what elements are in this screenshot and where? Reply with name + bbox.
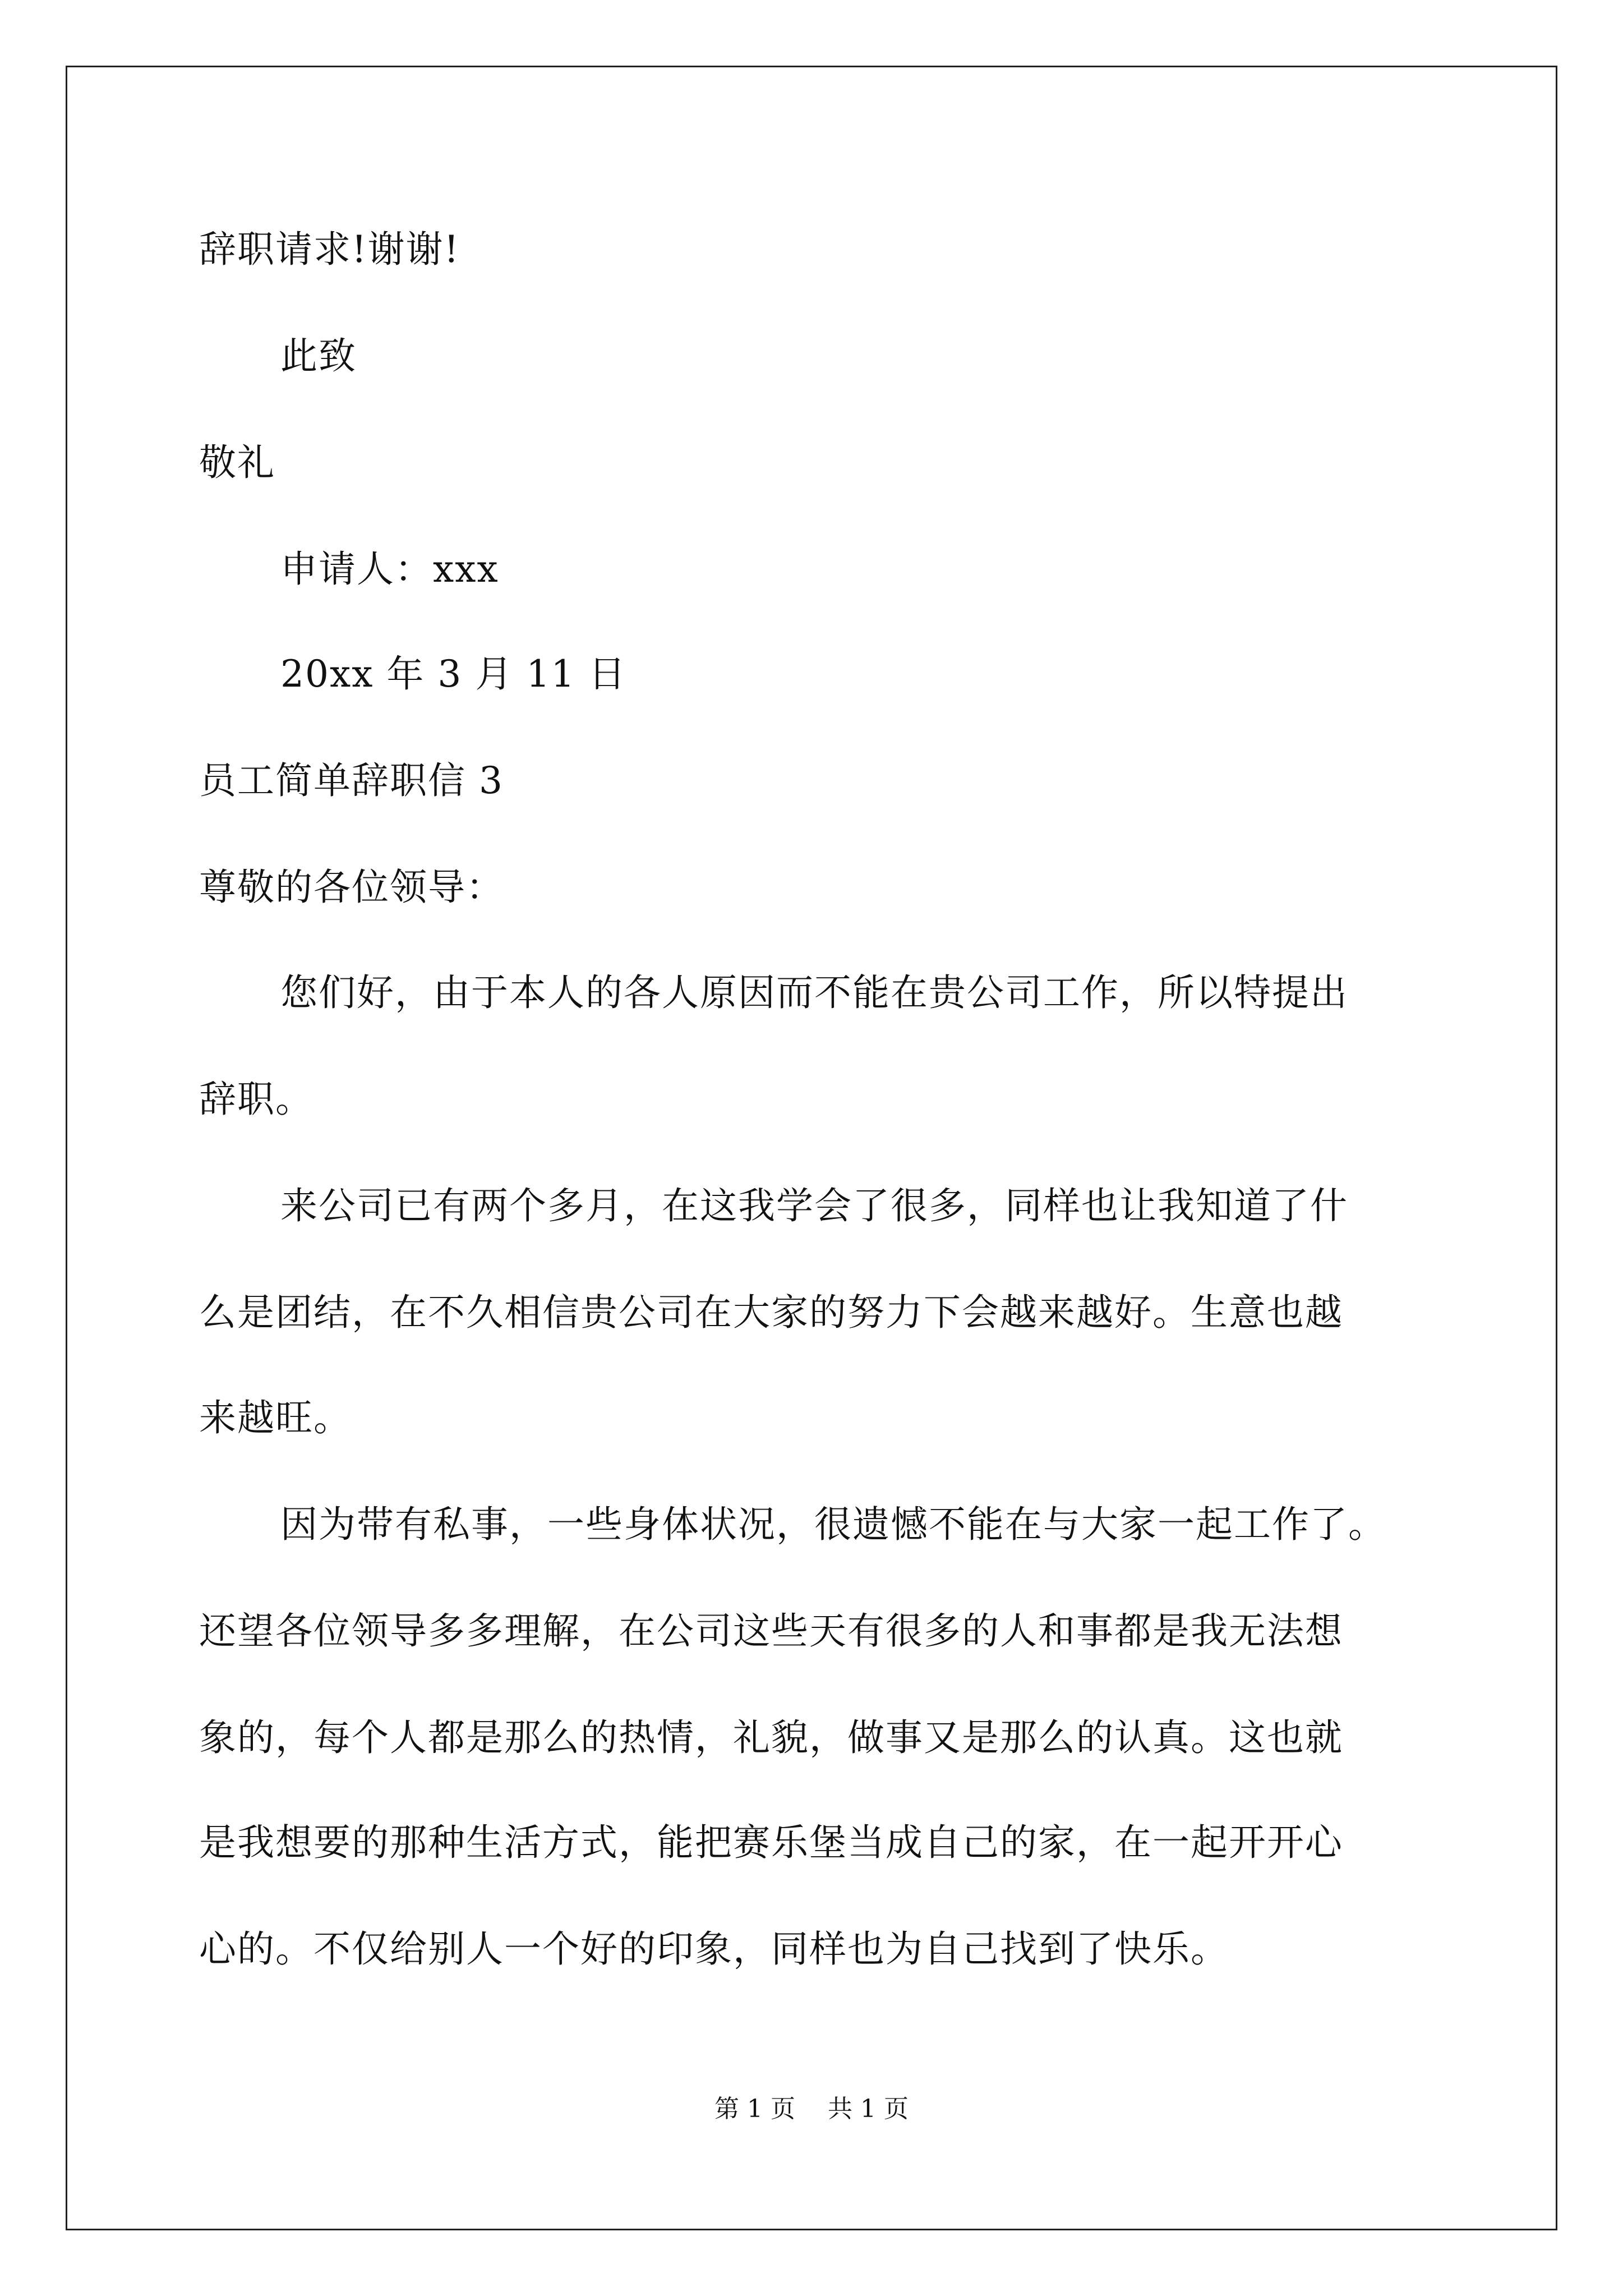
text-line-indented: 此致: [280, 334, 357, 378]
paragraph-line: 因为带有私事，一些身体状况，很遗憾不能在与大家一起工作了。: [280, 1503, 1386, 1546]
text-line-indented: 20xx 年 3 月 11 日: [280, 652, 627, 696]
paragraph-line: 是我想要的那种生活方式，能把赛乐堡当成自己的家，在一起开开心: [199, 1821, 1343, 1864]
paragraph-line: 还望各位领导多多理解，在公司这些天有很多的人和事都是我无法想: [199, 1609, 1343, 1653]
paragraph-line: 象的，每个人都是那么的热情，礼貌，做事又是那么的认真。这也就: [199, 1716, 1343, 1759]
paragraph-line: 心的。不仅给别人一个好的印象，同样也为自己找到了快乐。: [199, 1927, 1229, 1971]
text-line: 敬礼: [199, 441, 275, 484]
paragraph-line: 么是团结，在不久相信贵公司在大家的努力下会越来越好。生意也越: [199, 1291, 1343, 1334]
page-footer: [0, 2092, 1623, 2126]
page-total: 共 1 页: [828, 2095, 909, 2123]
paragraph-line: 您们好，由于本人的各人原因而不能在贵公司工作，所以特提出: [280, 971, 1348, 1014]
paragraph-line: 来公司已有两个多月，在这我学会了很多，同样也让我知道了什: [280, 1184, 1348, 1227]
page-number: 第 1 页: [714, 2095, 795, 2123]
text-line: 辞职请求!谢谢!: [199, 228, 460, 271]
text-line-indented: 申请人：xxx: [280, 547, 499, 591]
section-title: 员工简单辞职信 3: [199, 759, 504, 802]
paragraph-line: 辞职。: [199, 1078, 313, 1121]
salutation: 尊敬的各位领导：: [199, 866, 504, 909]
page-border: [66, 66, 1557, 2230]
paragraph-line: 来越旺。: [199, 1396, 352, 1439]
